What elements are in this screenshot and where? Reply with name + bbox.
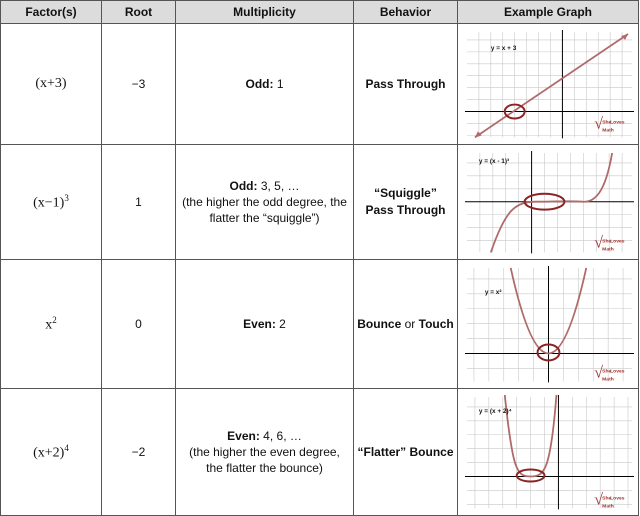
multiplicity-value: 4, 6, … [263, 429, 302, 443]
example-graph-cubic [461, 149, 635, 254]
factor-exponent: 4 [64, 442, 69, 453]
behavior-text: Bounce [357, 316, 402, 331]
example-graph-linear [461, 28, 635, 139]
svg-text:She: She [602, 120, 612, 126]
behavior-text: Pass Through [365, 203, 446, 217]
graph-cell [458, 389, 639, 516]
table-row [1, 260, 639, 389]
svg-text:Loves: Loves [610, 496, 625, 502]
multiplicity-value: 1 [276, 77, 284, 91]
she-loves-math-logo [594, 365, 625, 383]
behavior-text: Touch [418, 316, 454, 331]
multiplicity-note: the flatter the bounce) [206, 461, 323, 475]
factor-cell [1, 260, 102, 389]
factor-base: x [45, 317, 53, 333]
header-multiplicity: Multiplicity [176, 1, 354, 24]
multiplicity-note: (the higher the even degree, [189, 445, 340, 459]
table-row [1, 389, 639, 516]
factor-exponent: 2 [52, 314, 57, 325]
root-cell: 1 [102, 145, 176, 260]
multiplicity-value: 2 [279, 317, 286, 331]
behavior-text: Pass Through [365, 76, 446, 91]
graph-cell [458, 260, 639, 389]
svg-text:√: √ [594, 491, 603, 509]
behavior-text: “Flatter” Bounce [357, 444, 454, 459]
svg-text:Math: Math [602, 504, 614, 510]
factor-cell [1, 145, 102, 260]
factor-cell [1, 389, 102, 516]
header-behavior: Behavior [354, 1, 458, 24]
example-graph-quartic [461, 393, 635, 510]
factor-base: (x+3) [35, 76, 67, 91]
multiplicity-value: 3, 5, … [260, 179, 300, 193]
header-row [1, 1, 639, 24]
svg-text:Math: Math [602, 128, 614, 134]
factor-exponent: 3 [64, 192, 69, 203]
svg-text:√: √ [594, 115, 603, 133]
svg-text:Math: Math [602, 377, 614, 383]
header-factors: Factor(s) [1, 1, 102, 24]
multiplicity-label: Odd: [229, 179, 258, 193]
factor-cell [1, 24, 102, 145]
behavior-text: “Squiggle” [374, 186, 437, 200]
factor-base: (x+2) [33, 445, 65, 461]
svg-text:√: √ [594, 364, 603, 382]
root-cell: −3 [102, 24, 176, 145]
graph-cell [458, 24, 639, 145]
svg-text:She: She [602, 496, 612, 502]
svg-text:Loves: Loves [610, 239, 625, 245]
multiplicity-cell [176, 389, 354, 516]
multiplicity-label: Odd: [245, 77, 274, 91]
header-example-graph: Example Graph [458, 1, 639, 24]
svg-text:Loves: Loves [610, 369, 625, 375]
behavior-cell [354, 389, 458, 516]
root-cell: 0 [102, 260, 176, 389]
example-graph-quadratic [461, 264, 635, 383]
multiplicity-cell [176, 260, 354, 389]
factor-base: (x−1) [33, 195, 65, 211]
svg-text:Math: Math [602, 247, 614, 253]
table-row [1, 145, 639, 260]
root-cell: −2 [102, 389, 176, 516]
behavior-cell [354, 145, 458, 260]
graph-cell [458, 145, 639, 260]
multiplicity-label: Even: [227, 429, 260, 443]
behavior-cell [354, 260, 458, 389]
svg-text:√: √ [594, 234, 603, 252]
behavior-text: or [404, 316, 416, 331]
she-loves-math-logo [594, 235, 625, 253]
graph-equation: y = (x - 1)³ [478, 158, 510, 166]
multiplicity-cell [176, 24, 354, 145]
graph-equation: y = (x + 2)⁴ [478, 408, 512, 416]
graph-equation: y = x + 3 [490, 45, 517, 53]
svg-text:She: She [602, 369, 612, 375]
graph-equation: y = x² [484, 289, 502, 297]
table-row [1, 24, 639, 145]
grid [467, 268, 632, 381]
svg-text:Loves: Loves [610, 120, 625, 126]
multiplicity-cell [176, 145, 354, 260]
svg-text:She: She [602, 239, 612, 245]
multiplicity-label: Even: [243, 317, 276, 331]
behavior-cell [354, 24, 458, 145]
multiplicity-note: (the higher the odd degree, the [182, 195, 347, 209]
header-root: Root [102, 1, 176, 24]
she-loves-math-logo [594, 116, 625, 134]
grid [467, 153, 632, 252]
multiplicity-note: flatter the “squiggle”) [209, 211, 320, 225]
